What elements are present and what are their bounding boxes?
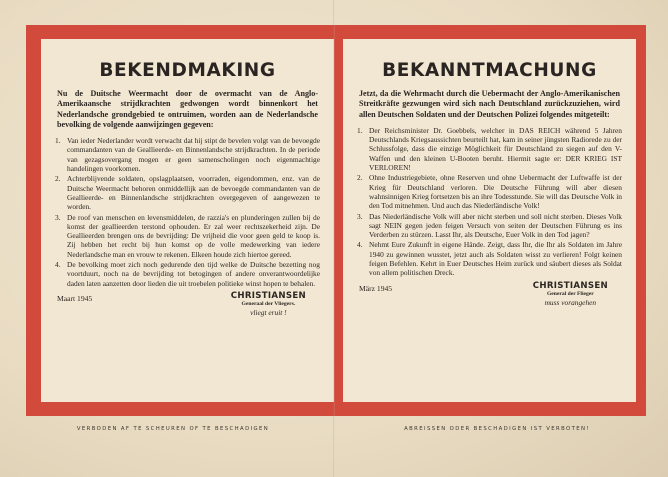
- point-text: De roof van menschen en levensmiddelen, de razzia's en plunderingen zullen bij de komst der geallieerden terstond ophouden. Er zal weer rechtszekerheid zijn. De Geallieerden brengen ons de bevrijding: De vrijheid die voor geen geld te koop is. Zij hebben het recht bij hun komst op de volle medewerking van iedere Nederlandsche man en vrouw te rekenen. Elkeen houde zich hiertoe gereed.: [67, 212, 320, 259]
- dutch-point-1: [55, 136, 320, 173]
- dutch-date: Maart 1945: [57, 293, 93, 303]
- paper-fold-crease: [333, 0, 335, 477]
- point-text: Das Niederländische Volk will aber nicht sterben und soll nicht sterben. Dieses Volk sagt NEIN gegen jeden feigen Versuch von seiten der Deutschen Führung es ins Verderben zu stürzen. Lasst Ihr, als Deutsche, Euer Volk in den Tod jagen?: [369, 211, 622, 240]
- dutch-point-4: [55, 260, 320, 288]
- point-number: 2.: [55, 174, 61, 184]
- german-panel: [343, 39, 636, 402]
- german-point-1: [357, 126, 622, 172]
- german-title: BEKANNTMACHUNG: [382, 60, 597, 81]
- dutch-intro: Nu de Duitsche Weermacht door de overmacht van de Anglo-Amerikaansche strijdkrachten gedwongen wordt binnenkort het Nederlandsche grondgebied te ontruimen, worden aan de Nederlandsche bevolking de volgende aanwijzingen gegeven:: [57, 89, 318, 129]
- german-signer-name: CHRISTIANSEN: [532, 280, 608, 291]
- point-number: 1.: [55, 136, 61, 146]
- point-text: Ohne Industriegebiete, ohne Reserven und ohne Uebermacht der Luftwaffe ist der Krieg für Deutschland verloren. Die Deutsche Führung will aber diesen wahnsinnigen Krieg fortsetzen bis an ihre Todesstunde. Sie will das Deutsche Volk in den Tod mitnehmen. Und auch das Niederländische Volk!: [369, 173, 622, 211]
- point-text: Van ieder Nederlander wordt verwacht dat hij stipt de bevelen volgt van de bevoegde commandanten van de Geallieerde- en Binnenlandsche strijdkrachten. In de periode van gezagsovergang mogen er geen samenscholingen noch eigenmachtige handelingen voorkomen.: [67, 136, 320, 174]
- point-text: Achterblijvende soldaten, opslagplaatsen, voorraden, eigendommen, enz. van de Duitsche Weermacht behoren onmiddellijk aan de bevoegde commandanten van de Geallieerde- en Binnenlandsche strijdkrachten overgegeven of aangewezen te worden.: [67, 174, 320, 212]
- point-text: Nehmt Eure Zukunft in eigene Hände. Zeigt, dass Ihr, die Ihr als Soldaten im Jahre 1940 zu gewinnen wusstet, jetzt auch als Soldaten wisst zu verlieren! Folgt keinen feigen Befehlen. Kehrt in Euer Deutsches Heim zurück und säubert dieses als Soldat von allem politischen Dreck.: [369, 240, 622, 278]
- dutch-signer-motto: vliegt eruit !: [250, 307, 287, 317]
- point-number: 3.: [55, 212, 61, 222]
- point-number: 4.: [55, 260, 61, 270]
- german-signer-motto: muss vorangehen: [544, 297, 597, 307]
- point-number: 3.: [357, 211, 363, 221]
- dutch-point-2: [55, 174, 320, 211]
- point-text: Der Reichsminister Dr. Goebbels, welcher in DAS REICH während 5 Jahren Deutschlands Kriegsaussichten beurteilt hat, kam in seiner jüngsten Radiorede zu der Schlussfolge, dass die einzige Möglichkeit für Deutschland zu siegen auf den V-Waffen und den kleinen U-Booten beruht. Hiermit sagte er: DER KRIEG IST VERLOREN!: [369, 125, 622, 173]
- red-border-frame: [26, 25, 646, 416]
- german-intro: Jetzt, da die Wehrmacht durch die Uebermacht der Anglo-Amerikanischen Streitkräfte gezwungen wird sich nach Deutschland zurückzuziehen, wird allen Deutschen Soldaten und der Deutschen Polizei folgendes mitgeteilt:: [359, 89, 620, 119]
- point-text: De bevolking moet zich noch gedurende den tijd welke de Duitsche bezetting nog voortduurt, noch na de bevrijding tot betogingen of andere onverantwoordelijke daden laten aanzetten door lieden die uit troebelen politieke winst hopen te behalen.: [67, 260, 320, 288]
- german-points-list: [357, 126, 622, 278]
- dutch-signer-block: [231, 291, 306, 317]
- dutch-title: BEKENDMAKING: [99, 60, 276, 81]
- dutch-panel: [41, 39, 334, 402]
- german-signer-block: [533, 281, 608, 307]
- german-point-4: [357, 240, 622, 277]
- dutch-footer-warning: VERBODEN AF TE SCHEUREN OF TE BESCHADIGEN: [76, 426, 270, 432]
- german-footer-warning: ABREISSEN ODER BESCHADIGEN IST VERBOTEN!: [404, 426, 590, 432]
- dutch-point-3: [55, 213, 320, 259]
- german-point-2: [357, 173, 622, 210]
- point-number: 1.: [357, 125, 363, 135]
- dutch-signer-rank: Generaal der Vliegers.: [241, 300, 296, 307]
- point-number: 4.: [357, 240, 363, 250]
- dutch-signature: [55, 291, 320, 323]
- point-number: 2.: [357, 173, 363, 183]
- german-point-3: [357, 212, 622, 240]
- german-signature: [357, 281, 622, 313]
- german-date: März 1945: [359, 283, 393, 293]
- german-signer-rank: General der Flieger: [546, 290, 594, 297]
- dutch-signer-name: CHRISTIANSEN: [230, 290, 306, 301]
- dutch-points-list: [55, 136, 320, 288]
